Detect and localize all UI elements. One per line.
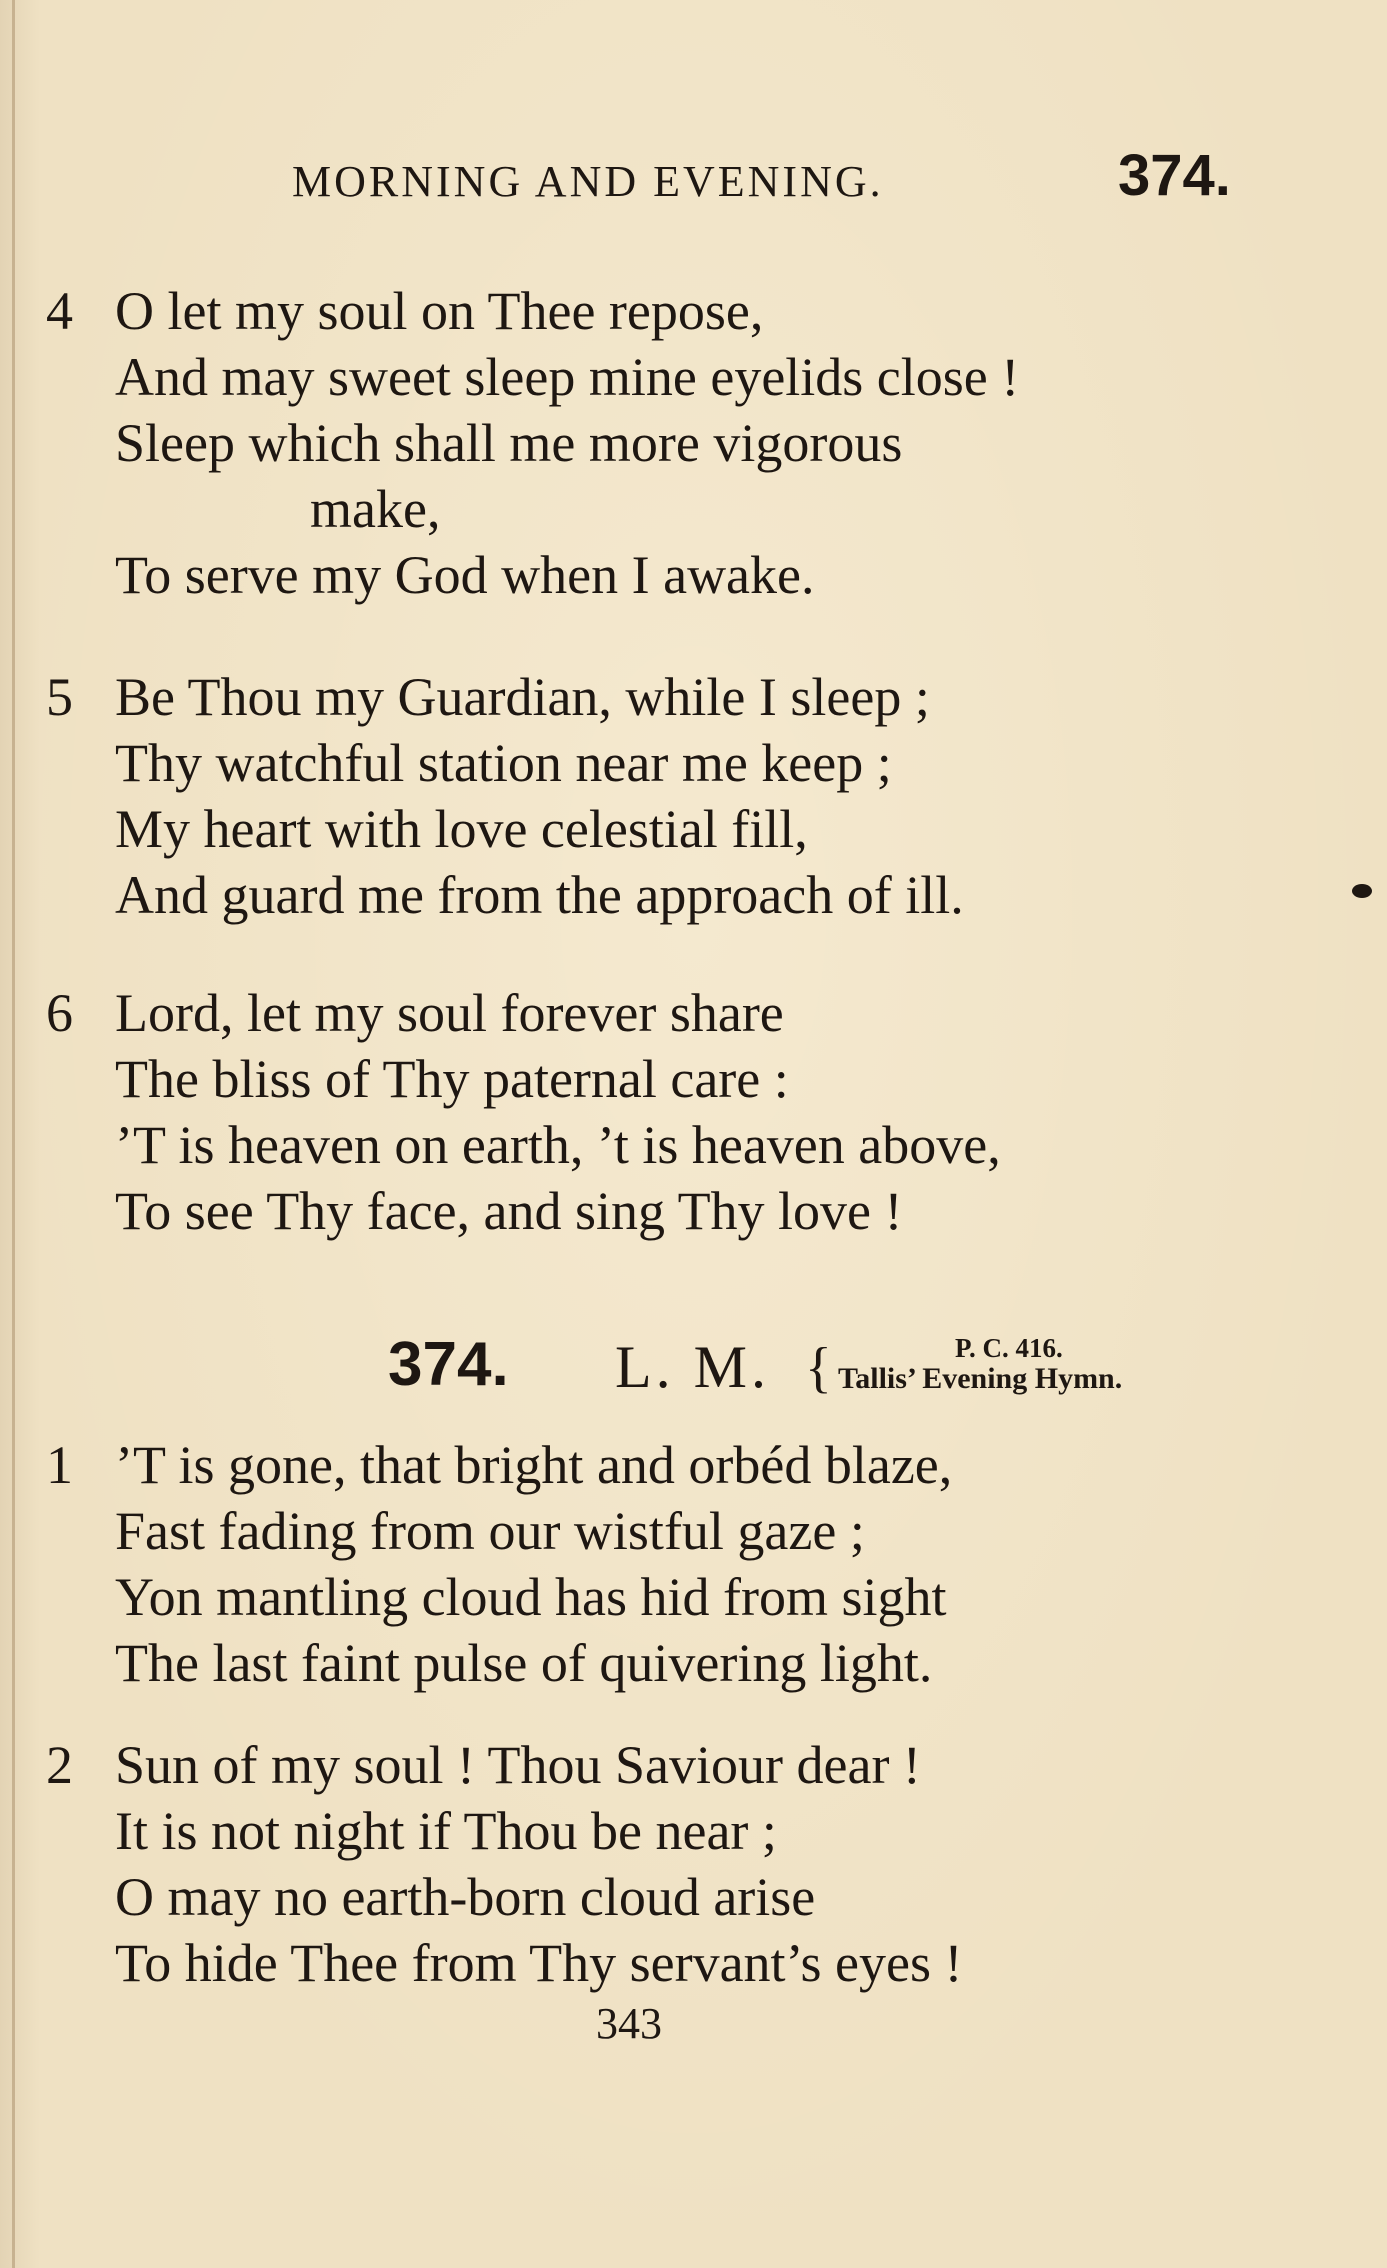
verse-line: Thy watchful station near me keep ;	[115, 733, 892, 793]
running-title: MORNING AND EVENING.	[292, 157, 884, 206]
stanza-number: 4	[46, 281, 73, 341]
hymn-number: 374.	[388, 1330, 509, 1399]
verse-line: O may no earth-born cloud arise	[115, 1867, 816, 1927]
verse-line: Lord, let my soul forever share	[115, 983, 784, 1043]
verse-line: My heart with love celestial fill,	[115, 799, 808, 859]
verse-line: Fast fading from our wistful gaze ;	[115, 1501, 865, 1561]
page-header	[0, 143, 1387, 220]
verse-line: Be Thou my Guardian, while I sleep ;	[115, 667, 930, 727]
page-folio: 343	[596, 1999, 662, 2048]
header-hymn-number: 374.	[1118, 143, 1231, 208]
stanza-number: 1	[46, 1435, 73, 1495]
verse-line: It is not night if Thou be near ;	[115, 1801, 777, 1861]
verse-line: To see Thy face, and sing Thy love !	[115, 1181, 903, 1241]
verse-line: The last faint pulse of quivering light.	[115, 1633, 933, 1693]
tune-reference: P. C. 416.	[955, 1333, 1063, 1363]
verse-line: To serve my God when I awake.	[115, 545, 815, 605]
verse-line: Sun of my soul ! Thou Saviour dear !	[115, 1735, 921, 1795]
page-edge-shadow	[12, 0, 15, 2268]
verse-line: And may sweet sleep mine eyelids close !	[115, 347, 1020, 407]
hymn-meter: L. M.	[615, 1334, 770, 1400]
stanza-number: 5	[46, 667, 73, 727]
verse-line: ’T is heaven on earth, ’t is heaven above,	[115, 1115, 1001, 1175]
verse-line: ’T is gone, that bright and orbéd blaze,	[115, 1435, 953, 1495]
verse-line: The bliss of Thy paternal care :	[115, 1049, 789, 1109]
ink-mark-dot	[1352, 884, 1372, 898]
stanza-number: 2	[46, 1735, 73, 1795]
tune-name: Tallis’ Evening Hymn.	[838, 1362, 1123, 1395]
tune-brace: {	[805, 1337, 832, 1399]
stanza-number: 6	[46, 983, 73, 1043]
verse-line: Yon mantling cloud has hid from sight	[115, 1567, 947, 1627]
verse-line-continuation: make,	[310, 479, 441, 539]
verse-line: And guard me from the approach of ill.	[115, 865, 964, 925]
verse-line: Sleep which shall me more vigorous	[115, 413, 903, 473]
hymn-heading	[0, 1330, 1387, 1410]
verse-line: O let my soul on Thee repose,	[115, 281, 764, 341]
verse-line: To hide Thee from Thy servant’s eyes !	[115, 1933, 963, 1993]
